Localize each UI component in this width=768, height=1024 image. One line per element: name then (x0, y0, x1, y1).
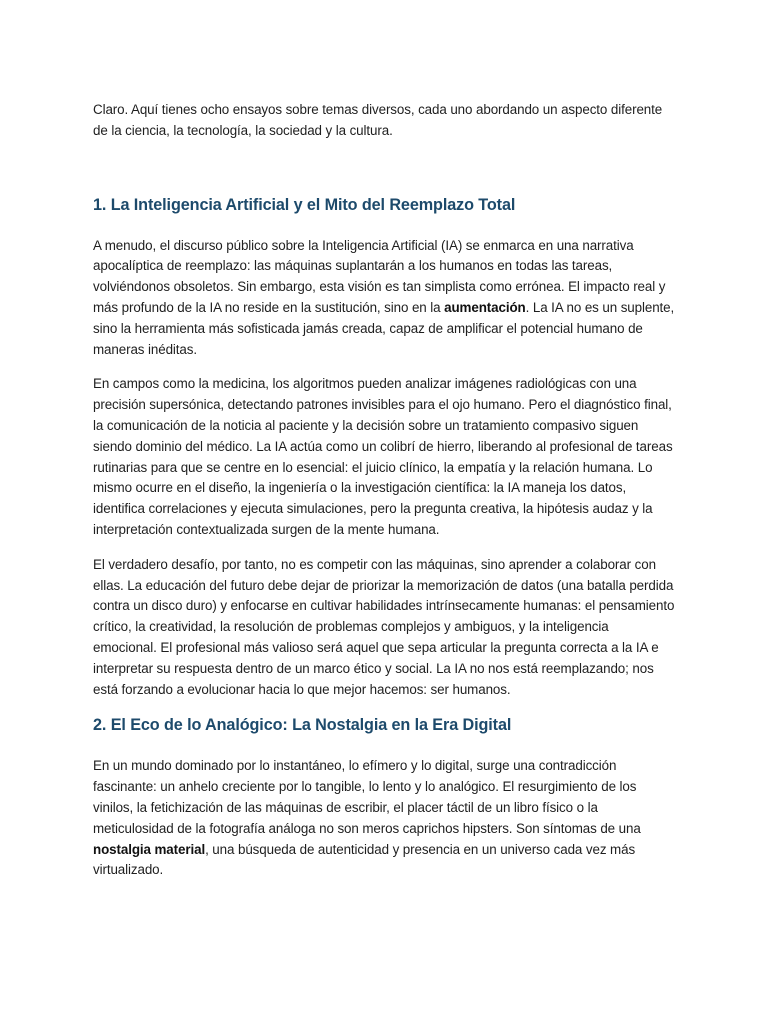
section-1-paragraph-1 (93, 236, 675, 361)
section-2-heading: 2. El Eco de lo Analógico: La Nostalgia en la Era Digital (93, 716, 512, 735)
section-1-paragraph-1-text-a: A menudo, el discurso público sobre la Inteligencia Artificial (IA) se enmarca en una narrativa apocalíptica de reemplazo: las máquinas suplantarán a los humanos en todas las tareas, volviéndonos obsoletos. Sin embargo, esta visión es tan simplista como errónea. El impacto real y más profundo de la IA no reside en la sustitución, sino en la (93, 237, 666, 315)
intro-paragraph: Claro. Aquí tienes ocho ensayos sobre temas diversos, cada uno abordando un aspecto diferente de la ciencia, la tecnología, la sociedad y la cultura. (93, 102, 663, 138)
section-1-paragraph-1-text-b: . La IA no es un suplente, sino la herramienta más sofisticada jamás creada, capaz de amplificar el potencial humano de maneras inéditas. (93, 299, 675, 357)
section-1-paragraph-3: El verdadero desafío, por tanto, no es competir con las máquinas, sino aprender a colaborar con ellas. La educación del futuro debe dejar de priorizar la memorización de datos (una batalla perdida contra un disco duro) y enfocarse en cultivar habilidades intrínsecamente humanas: el pensamiento crítico, la creatividad, la resolución de problemas complejos y ambiguos, y la inteligencia emocional. El profesional más valioso será aquel que sepa articular la pregunta correcta a la IA e interpretar su respuesta dentro de un marco ético y social. La IA no nos está reemplazando; nos está forzando a evolucionar hacia lo que mejor hacemos: ser humanos. (93, 556, 675, 697)
document-page (93, 100, 675, 895)
section-2-paragraph-1-text-b: , una búsqueda de autenticidad y presencia en un universo cada vez más virtualizado. (93, 841, 636, 878)
section-2-paragraph-1 (93, 756, 675, 881)
section-1-bold-term: aumentación (444, 299, 526, 315)
section-2-bold-term: nostalgia material (93, 841, 206, 857)
section-1-paragraph-2: En campos como la medicina, los algoritmos pueden analizar imágenes radiológicas con una precisión supersónica, detectando patrones invisibles para el ojo humano. Pero el diagnóstico final, la comunicación de la noticia al paciente y la decisión sobre un tratamiento compasivo siguen siendo dominio del médico. La IA actúa como un colibrí de hierro, liberando al profesional de tareas rutinarias para que se centre en lo esencial: el juicio clínico, la empatía y la relación humana. Lo mismo ocurre en el diseño, la ingeniería o la investigación científica: la IA maneja los datos, identifica correlaciones y ejecuta simulaciones, pero la pregunta creativa, la hipótesis audaz y la interpretación contextualizada surgen de la mente humana. (93, 376, 673, 537)
section-1-heading: 1. La Inteligencia Artificial y el Mito del Reemplazo Total (93, 195, 516, 214)
section-2-paragraph-1-text-a: En un mundo dominado por lo instantáneo, lo efímero y lo digital, surge una contradicción fascinante: un anhelo creciente por lo tangible, lo lento y lo analógico. El resurgimiento de los vinilos, la fetichización de las máquinas de escribir, el placer táctil de un libro físico o la meticulosidad de la fotografía análoga no son meros caprichos hipsters. Son síntomas de una (93, 758, 641, 836)
